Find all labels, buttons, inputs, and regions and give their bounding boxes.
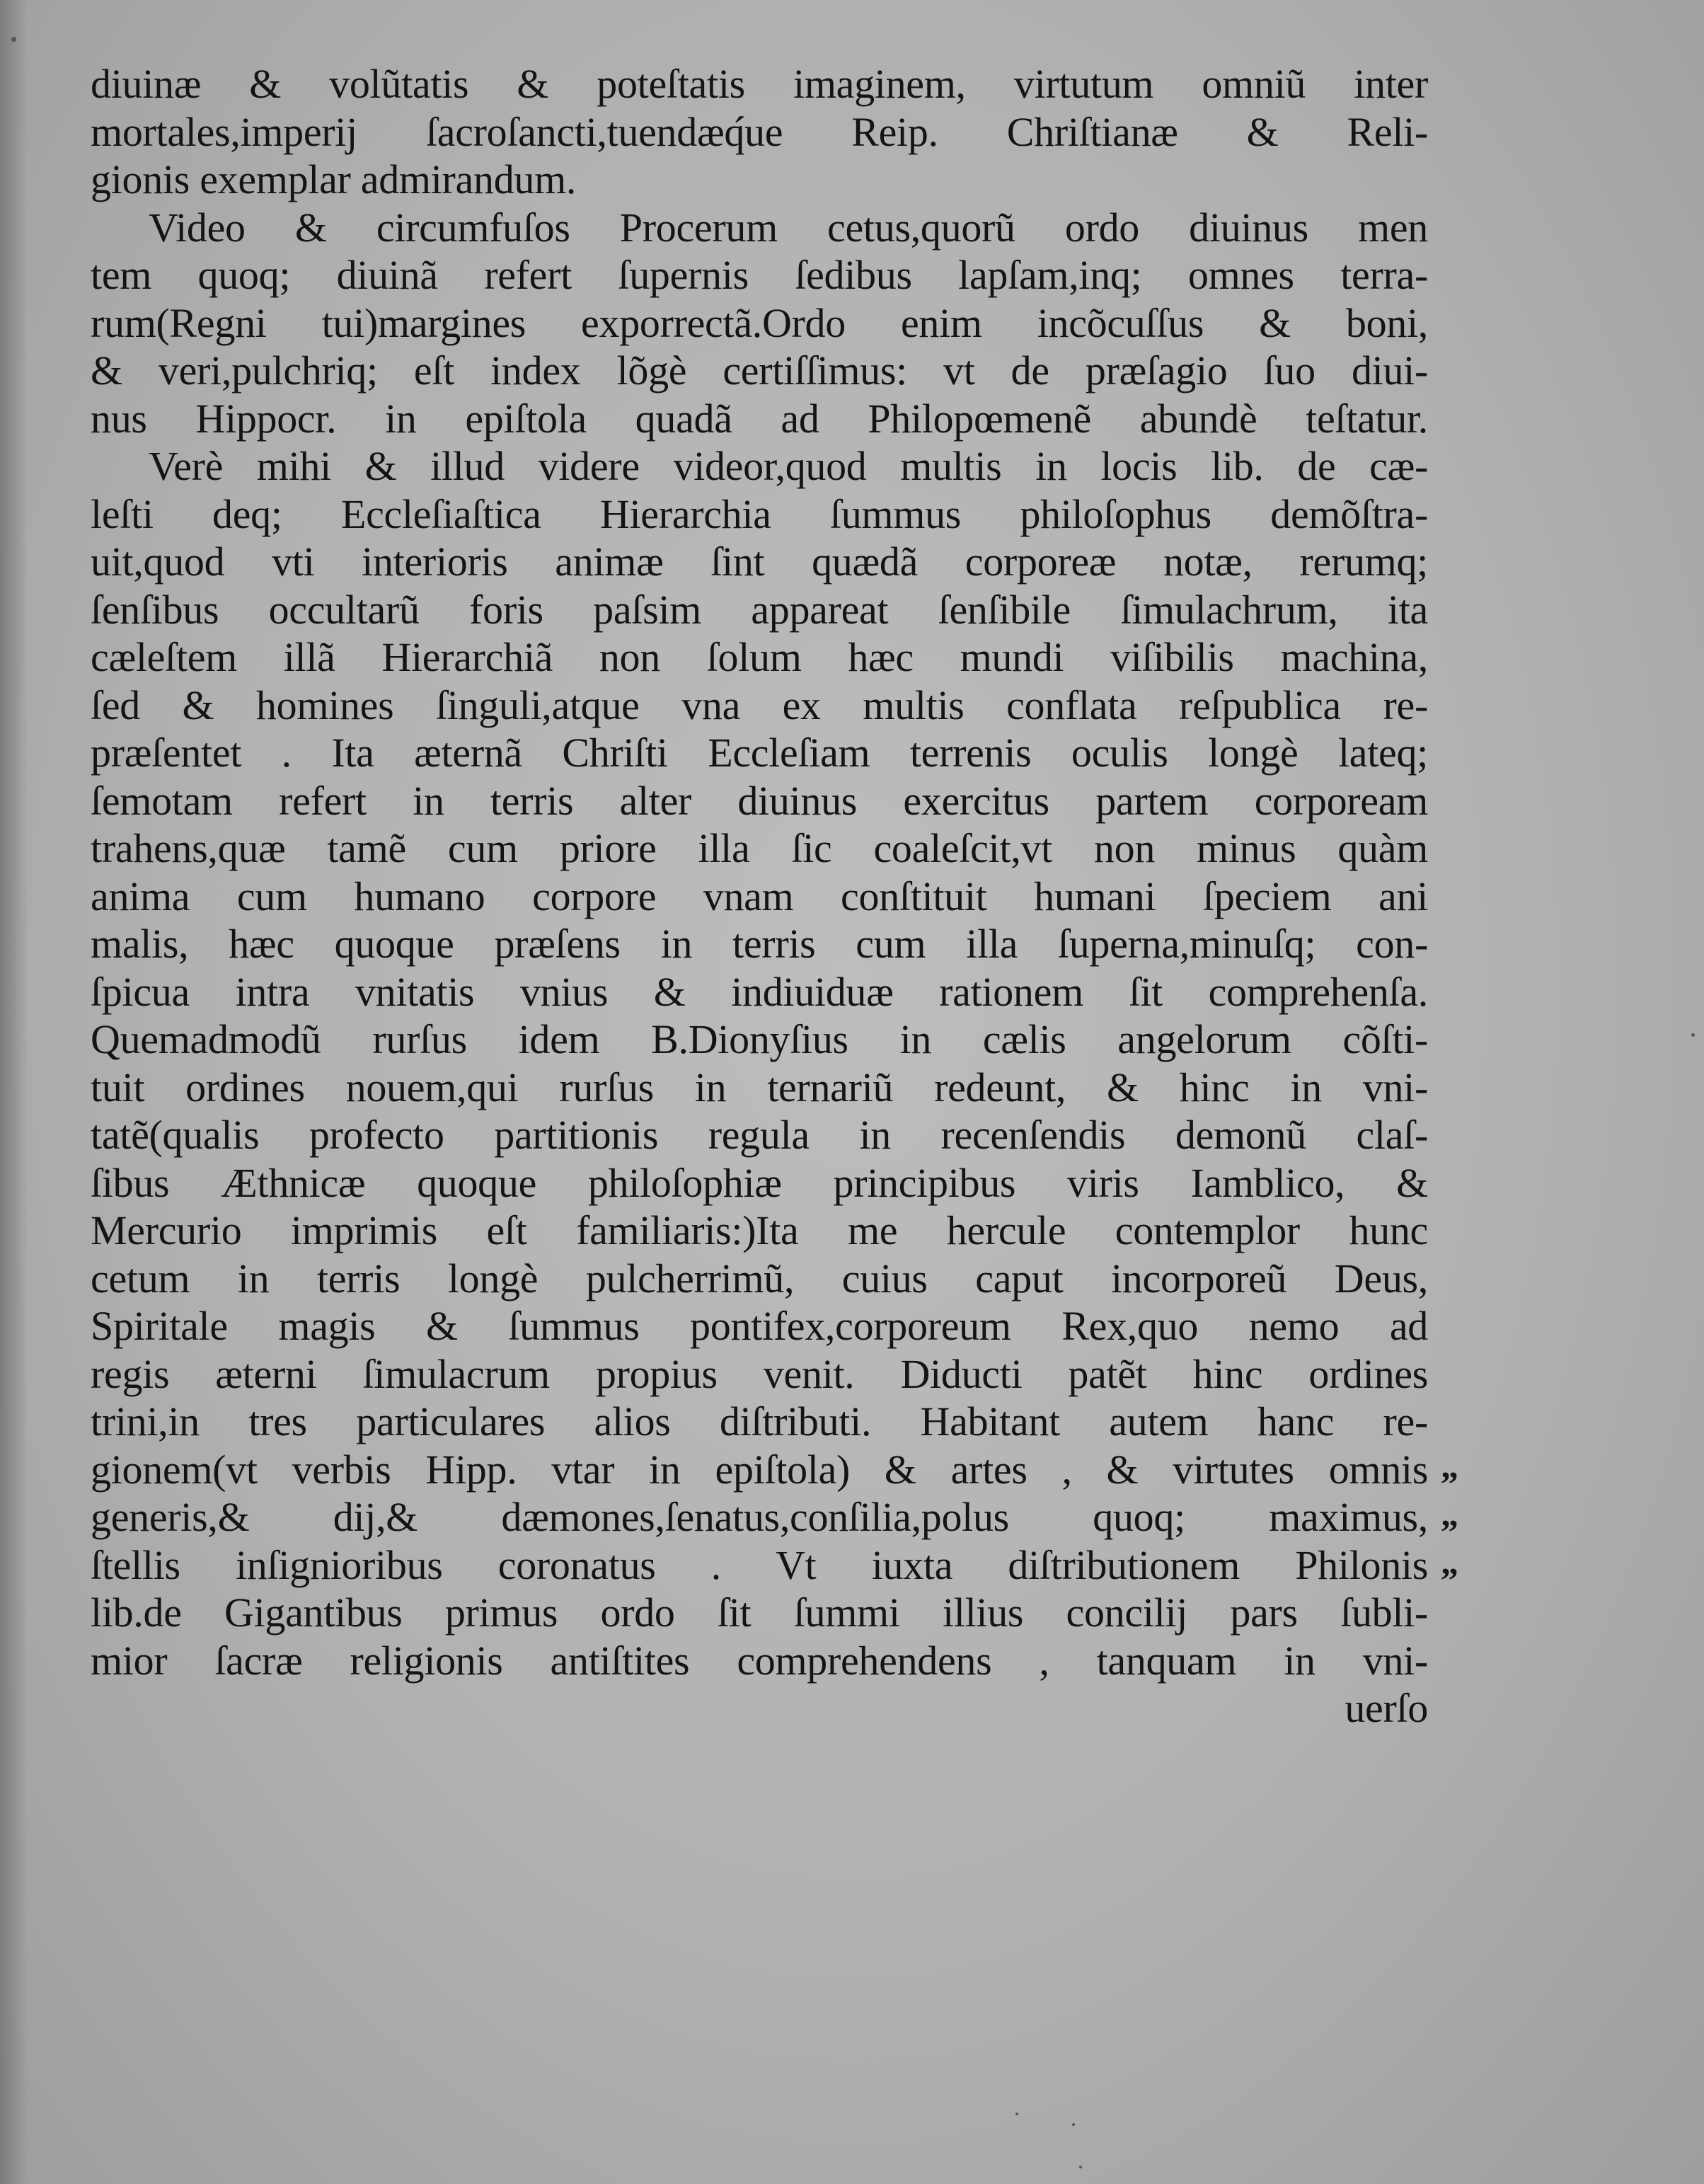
- paragraph-first-line: Video & circumfuſos Procerum cetus,quorũ ordo diuinus men: [149, 204, 1428, 251]
- text-line: mortales,imperij ſacroſancti,tuendæq́ue Reip. Chriſtianæ & Reli-: [91, 108, 1428, 155]
- marginal-quote-mark: „: [1441, 1446, 1458, 1485]
- text-line: trini,in tres particulares alios diſtributi. Habitant autem hanc re-: [91, 1398, 1428, 1444]
- text-line: tuit ordines nouem,qui rurſus in ternariũ redeunt, & hinc in vni-: [91, 1064, 1428, 1110]
- text-line: Spiritale magis & ſummus pontifex,corporeum Rex,quo nemo ad: [91, 1303, 1428, 1349]
- paper-speck: [1015, 2113, 1018, 2115]
- text-line: præſentet . Ita æternã Chriſti Eccleſiam terrenis oculis longè lateq;: [91, 730, 1428, 776]
- text-line: tem quoq; diuinã refert ſupernis ſedibus lapſam,inq; omnes terra-: [91, 252, 1428, 298]
- text-line: ſpicua intra vnitatis vnius & indiuiduæ rationem ſit comprehenſa.: [91, 968, 1428, 1015]
- text-line: diuinæ & volũtatis & poteſtatis imaginem, virtutum omniũ inter: [91, 61, 1428, 107]
- text-line: gionem(vt verbis Hipp. vtar in epiſtola) & artes , & virtutes omnis: [91, 1446, 1428, 1493]
- text-line: Quemadmodũ rurſus idem B.Dionyſius in cælis angelorum cõſti-: [91, 1016, 1428, 1062]
- text-line: Mercurio imprimis eſt familiaris:)Ita me hercule contemplor hunc: [91, 1207, 1428, 1253]
- text-line: rum(Regni tui)margines exporrectã.Ordo enim incõcuſſus & boni,: [91, 299, 1428, 346]
- text-line: ſed & homines ſinguli,atque vna ex multis conflata reſpublica re-: [91, 682, 1428, 728]
- paper-speck: [1072, 2123, 1075, 2126]
- text-line: ſtellis inſignioribus coronatus . Vt iuxta diſtributionem Philonis: [91, 1541, 1428, 1588]
- catchword: uerſo: [1345, 1685, 1428, 1731]
- text-line: anima cum humano corpore vnam conſtituit humani ſpeciem ani: [91, 873, 1428, 919]
- text-line: uit,quod vti interioris animæ ſint quædã corporeæ notæ, rerumq;: [91, 539, 1428, 585]
- text-line: ſibus Æthnicæ quoque philoſophiæ principibus viris Iamblico, &: [91, 1159, 1428, 1206]
- marginal-quote-mark: „: [1441, 1494, 1458, 1534]
- text-line: lib.de Gigantibus primus ordo ſit ſummi illius concilij pars ſubli-: [91, 1590, 1428, 1636]
- text-line: nus Hippocr. in epiſtola quadã ad Philopœmenẽ abundè teſtatur.: [91, 395, 1428, 442]
- text-line: regis æterni ſimulacrum propius venit. Diducti patẽt hinc ordines: [91, 1350, 1428, 1397]
- page-gutter-shadow: [0, 0, 28, 2184]
- paragraph-first-line: Verè mihi & illud videre videor,quod multis in locis lib. de cæ-: [149, 443, 1428, 489]
- text-line: cetum in terris longè pulcherrimũ, cuius caput incorporeũ Deus,: [91, 1255, 1428, 1301]
- text-line: malis, hæc quoque præſens in terris cum illa ſuperna,minuſq; con-: [91, 921, 1428, 967]
- text-line: ſenſibus occultarũ foris paſsim appareat ſenſibile ſimulachrum, ita: [91, 586, 1428, 633]
- paper-speck: [11, 37, 16, 42]
- paper-speck: [1691, 1033, 1695, 1037]
- text-line: & veri,pulchriq; eſt index lõgè certiſſimus: vt de præſagio ſuo diui-: [91, 347, 1428, 393]
- paper-speck: [1079, 2166, 1082, 2168]
- text-line: tatẽ(qualis profecto partitionis regula in recenſendis demonũ claſ-: [91, 1112, 1428, 1158]
- text-line: trahens,quæ tamẽ cum priore illa ſic coaleſcit,vt non minus quàm: [91, 825, 1428, 871]
- text-line: generis,& dij,& dæmones,ſenatus,conſilia,polus quoq; maximus,: [91, 1494, 1428, 1540]
- text-line: cæleſtem illã Hierarchiã non ſolum hæc mundi viſibilis machina,: [91, 634, 1428, 680]
- marginal-quote-mark: „: [1441, 1542, 1458, 1582]
- text-line: mior ſacræ religionis antiſtites comprehendens , tanquam in vni-: [91, 1637, 1428, 1684]
- text-line: gionis exemplar admirandum.: [91, 156, 577, 202]
- text-line: leſti deq; Eccleſiaſtica Hierarchia ſummus philoſophus demõſtra-: [91, 490, 1428, 537]
- body-text: [91, 60, 1428, 1732]
- text-line: ſemotam refert in terris alter diuinus exercitus partem corpoream: [91, 777, 1428, 824]
